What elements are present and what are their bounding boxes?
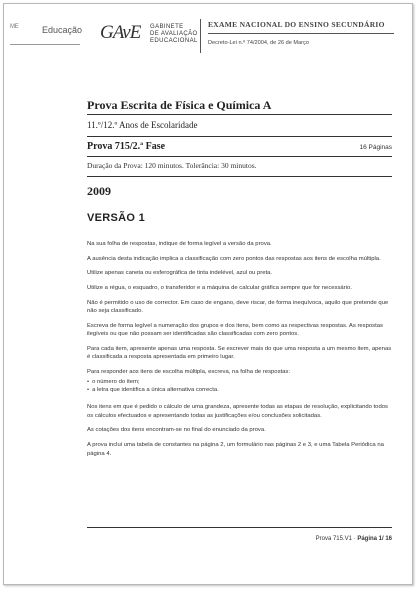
instructions	[87, 240, 392, 464]
gabinete-label	[150, 24, 198, 45]
ministry-logo-text: Educação	[42, 25, 83, 35]
title-divider	[87, 114, 392, 115]
page-footer	[204, 536, 392, 542]
school-years: 11.º/12.º Anos de Escolaridade	[87, 120, 198, 130]
instruction-paragraph: Utilize a régua, o esquadro, o transferidor e a máquina de calcular gráfica sempre que for necessário.	[87, 285, 352, 292]
gabinete-line: DE AVALIAÇÃO	[150, 31, 198, 37]
years-divider	[87, 136, 392, 137]
instruction-paragraph: Não é permitido o uso de corrector. Em caso de engano, deve riscar, de forma inequívoca, aquilo que pretende que não seja classificado.	[87, 299, 389, 315]
duration-divider	[87, 176, 392, 177]
instruction-paragraph: Nos itens em que é pedido o cálculo de uma grandeza, apresente todas as etapas de resolução, explicitando todos os cálculos efectuados e apresentando todas as justificações e/ou conclusões solicitadas.	[87, 404, 388, 419]
exam-page	[3, 3, 413, 585]
header-divider	[10, 44, 80, 45]
ministry-logo-mark: ME	[10, 24, 19, 30]
phase-divider	[87, 156, 392, 157]
exam-title: EXAME NACIONAL DO ENSINO SECUNDÁRIO	[208, 20, 385, 29]
instruction-bullet-list	[87, 378, 392, 395]
instruction-paragraph: A ausência desta indicação implica a classificação com zero pontos das respostas aos itens de escolha múltipla.	[87, 255, 381, 262]
instruction-paragraph: Utilize apenas caneta ou esferográfica de tinta indelével, azul ou preta.	[87, 270, 273, 277]
instruction-paragraph: Escreva de forma legível a numeração dos grupos e dos itens, bem como as respectivas respostas. As respostas ilegíveis ou que não possam ser identificadas são classificadas com zero pontos.	[87, 322, 383, 338]
exam-title-divider	[208, 33, 394, 34]
page-count: 16 Páginas	[359, 144, 392, 151]
instruction-paragraph: Para cada item, apresente apenas uma resposta. Se escrever mais do que uma resposta a um mesmo item, apenas é classificada a resposta apresentada em primeiro lugar.	[87, 346, 392, 361]
instruction-paragraph: Na sua folha de respostas, indique de forma legível a versão da prova.	[87, 241, 272, 247]
header-vertical-divider	[200, 19, 201, 53]
footer-exam-code: Prova 715.V1 ·	[315, 536, 358, 542]
gabinete-line: EDUCACIONAL	[150, 38, 198, 44]
list-item: • a letra que identifica a única alternativa correcta.	[87, 386, 392, 394]
instruction-paragraph: As cotações dos itens encontram-se no final do enunciado da prova.	[87, 427, 266, 434]
exam-year: 2009	[87, 184, 111, 198]
list-item: • o número do item;	[87, 378, 392, 386]
gave-logo: GAvE	[100, 22, 141, 43]
page-title: Prova Escrita de Física e Química A	[87, 98, 272, 112]
instruction-paragraph: Para responder aos itens de escolha múltipla, escreva, na folha de respostas:	[87, 369, 291, 376]
gabinete-line: GABINETE	[150, 24, 184, 30]
exam-version: VERSÃO 1	[87, 212, 146, 224]
exam-phase: Prova 715/2.ª Fase	[87, 141, 166, 152]
footer-page-number: Página 1/ 16	[357, 536, 392, 542]
decree-reference: Decreto-Lei n.º 74/2004, de 26 de Março	[208, 40, 309, 46]
exam-duration: Duração da Prova: 120 minutos. Tolerância: 30 minutos.	[87, 161, 257, 170]
instruction-paragraph: A prova inclui uma tabela de constantes na página 2, um formulário nas páginas 2 e 3, e uma Tabela Periódica na página 4.	[87, 442, 384, 457]
footer-divider	[87, 527, 392, 528]
